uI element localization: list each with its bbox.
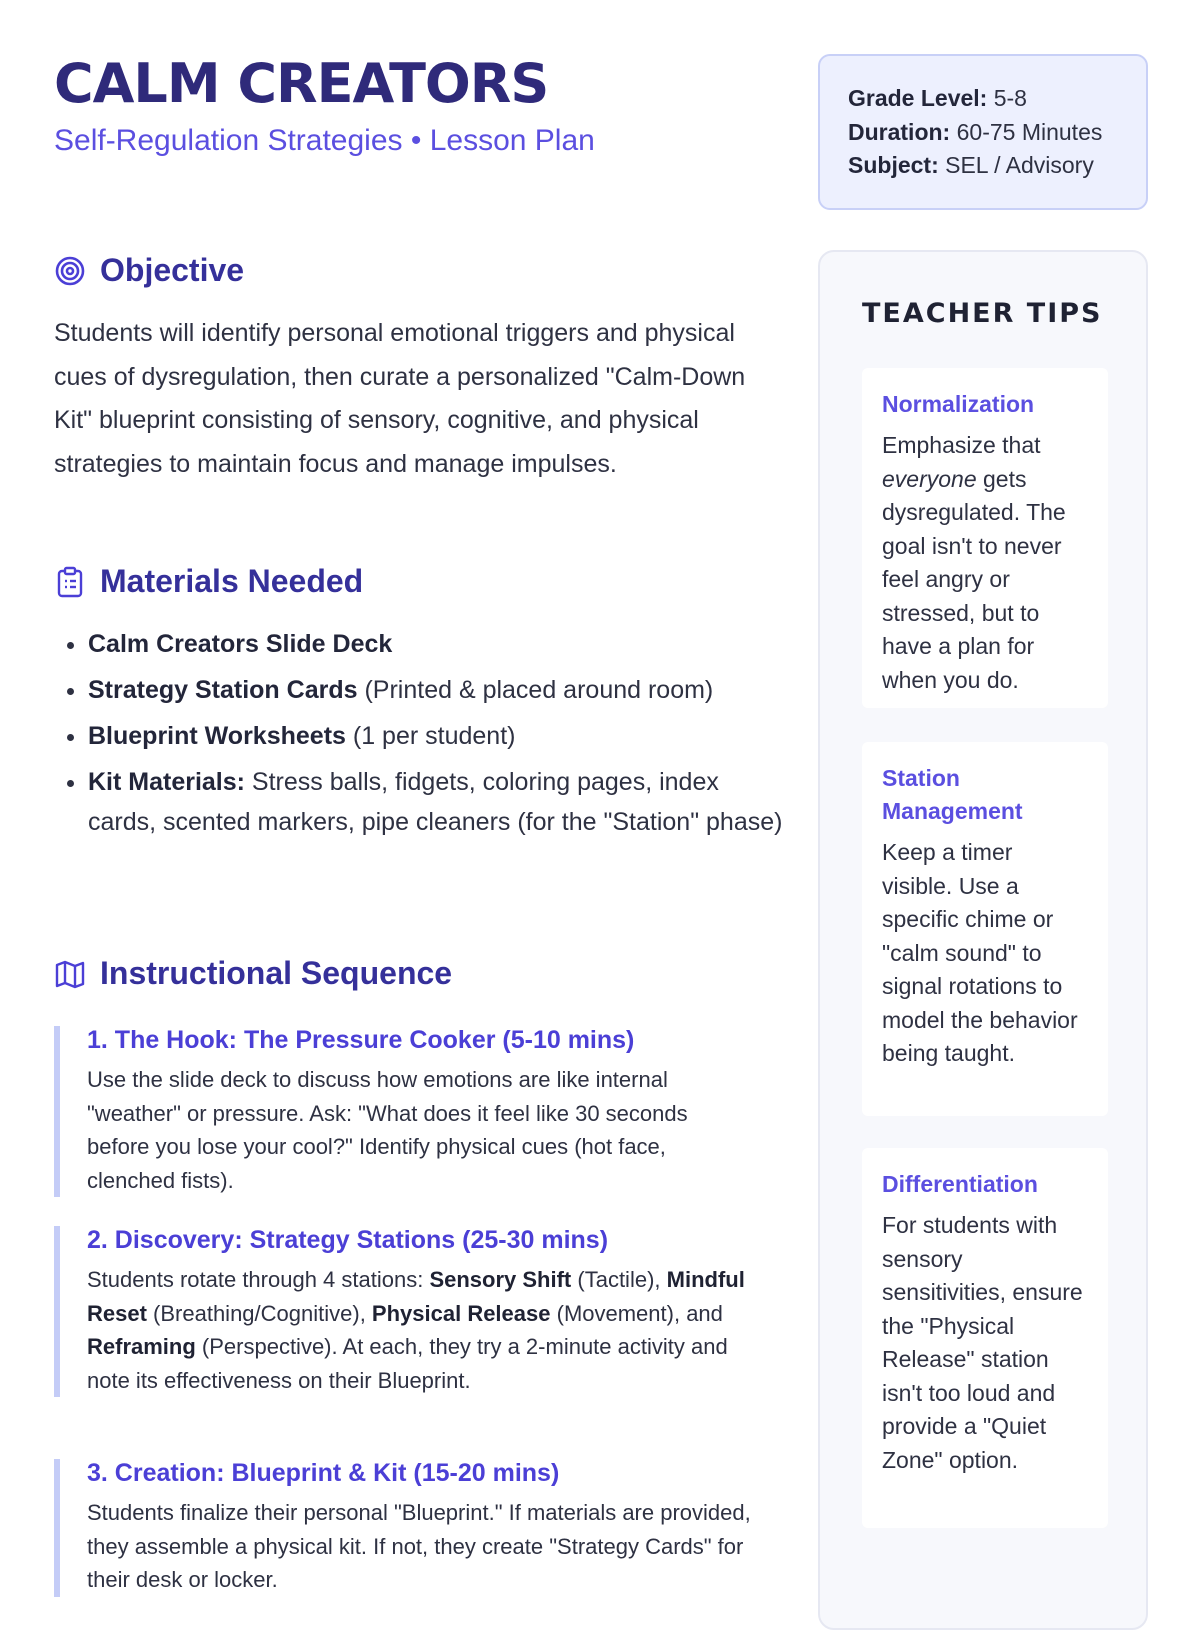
step-title: 1. The Hook: The Pressure Cooker (5-10 mins): [87, 1026, 635, 1054]
step-title: 2. Discovery: Strategy Stations (25-30 mins): [87, 1226, 609, 1254]
tip-title: Normalization: [882, 391, 1035, 417]
page-title: CALM CREATORS: [54, 52, 549, 115]
clipboard-icon: [54, 566, 86, 598]
subject: Subject: SEL / Advisory: [848, 152, 1094, 178]
tip-text: Keep a timer visible. Use a specific chime or "calm sound" to signal rotations to model the behavior being taught.: [882, 839, 1078, 1066]
tip-text: For students with sensory sensitivities, ensure the "Physical Release" station isn't too loud and provide a "Quiet Zone" option.: [882, 1212, 1083, 1473]
objective-heading: Objective: [100, 252, 245, 288]
sequence-step-1: [54, 1026, 754, 1197]
list-item: • Blueprint Worksheets (1 per student): [88, 716, 788, 756]
objective-header: [54, 252, 244, 289]
step-title: 3. Creation: Blueprint & Kit (15-20 mins): [87, 1459, 560, 1487]
tip-card-differentiation: [862, 1148, 1108, 1528]
list-item: • Strategy Station Cards (Printed & placed around room): [88, 670, 788, 710]
sequence-step-3: [54, 1459, 754, 1597]
target-icon: [54, 255, 86, 287]
lesson-meta-box: [818, 54, 1148, 210]
step-text: Students rotate through 4 stations: Sensory Shift (Tactile), Mindful Reset (Breathing/Cognitive), Physical Release (Movement), and Reframing (Perspective). At each, they try a 2-minute activity and note its effectiveness on their Blueprint.: [87, 1267, 745, 1393]
sequence-step-2: [54, 1226, 754, 1397]
objective-text: Students will identify personal emotional triggers and physical cues of dysregulation, then curate a personalized "Calm-Down Kit" blueprint consisting of sensory, cognitive, and physical strategies to maintain focus and manage impulses.: [54, 319, 746, 478]
teacher-tips-panel: [818, 250, 1148, 1630]
list-item: • Calm Creators Slide Deck: [88, 624, 788, 664]
step-text: Students finalize their personal "Blueprint." If materials are provided, they assemble a physical kit. If not, they create "Strategy Cards" for their desk or locker.: [87, 1500, 751, 1592]
step-text: Use the slide deck to discuss how emotions are like internal "weather" or pressure. Ask: "What does it feel like 30 seconds before you lose your cool?" Identify physical cues (hot face, clenched fists).: [87, 1067, 688, 1193]
materials-header: [54, 563, 363, 600]
grade-level: Grade Level: 5-8: [848, 85, 1027, 111]
page-subtitle: Self-Regulation Strategies • Lesson Plan: [54, 124, 595, 157]
sequence-header: [54, 955, 452, 992]
duration: Duration: 60-75 Minutes: [848, 118, 1103, 145]
materials-list: [54, 624, 788, 848]
tip-title: Differentiation: [882, 1171, 1038, 1197]
sequence-heading: Instructional Sequence: [100, 955, 453, 991]
map-icon: [54, 958, 86, 990]
tip-title: Station Management: [882, 765, 1023, 824]
list-item: • Kit Materials: Stress balls, fidgets, coloring pages, index cards, scented markers, pipe cleaners (for the "Station" phase): [88, 762, 788, 842]
tip-card-station-management: [862, 742, 1108, 1116]
tips-heading: TEACHER TIPS: [862, 298, 1103, 329]
tip-card-normalization: [862, 368, 1108, 708]
tip-text: Emphasize that everyone gets dysregulated. The goal isn't to never feel angry or stressed, but to have a plan for when you do.: [882, 432, 1066, 693]
materials-heading: Materials Needed: [100, 563, 364, 599]
